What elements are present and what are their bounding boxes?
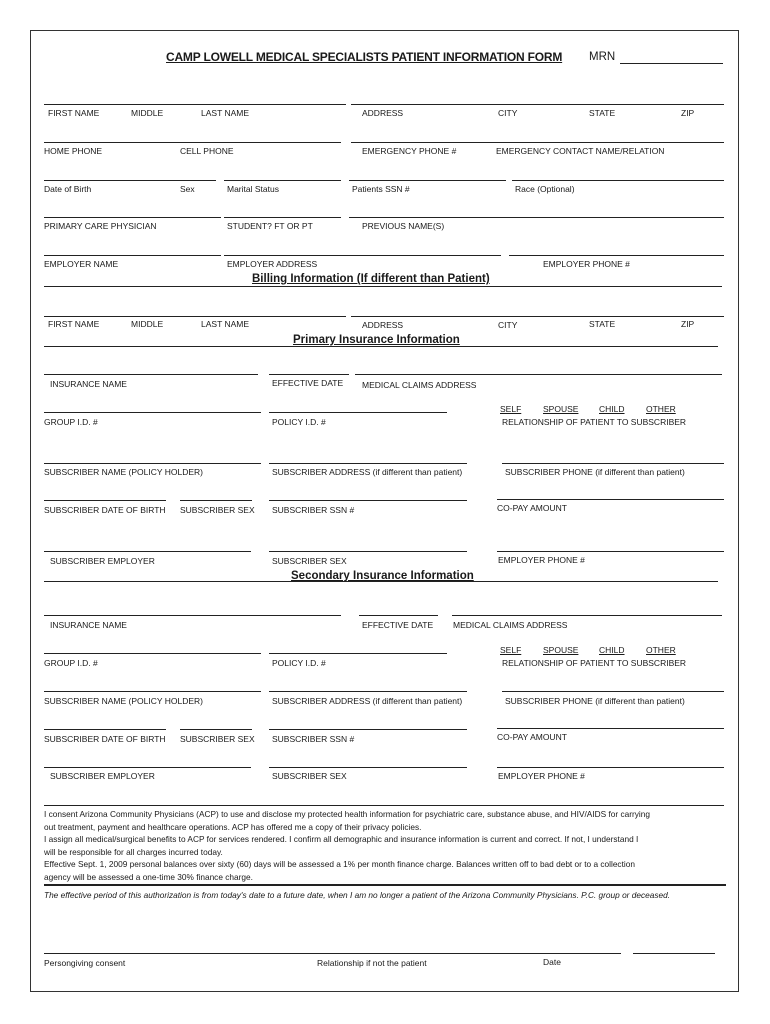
billing-last-name-label: LAST NAME (201, 319, 250, 329)
race-line[interactable] (512, 180, 724, 181)
last-name-label: LAST NAME (201, 108, 250, 118)
marital-line[interactable] (224, 180, 341, 181)
marital-label: Marital Status (227, 184, 279, 194)
consent-bottom-rule (44, 884, 726, 886)
p-subscriber-sex2-label: SUBSCRIBER SEX (272, 556, 347, 566)
p-subscriber-name-label: SUBSCRIBER NAME (POLICY HOLDER) (44, 467, 204, 477)
employer-phone-line[interactable] (509, 255, 724, 256)
patient-name-line[interactable] (44, 104, 346, 105)
previous-names-label: PREVIOUS NAME(S) (362, 221, 445, 231)
p-self-option[interactable]: SELF (500, 404, 522, 414)
p-copay-label: CO-PAY AMOUNT (497, 503, 567, 513)
home-phone-label: HOME PHONE (44, 146, 103, 156)
s-subscriber-employer-line[interactable] (44, 767, 251, 768)
p-subscriber-phone-label: SUBSCRIBER PHONE (if different than patient) (505, 467, 685, 477)
s-subscriber-name-line[interactable] (44, 691, 261, 692)
s-subscriber-sex-label: SUBSCRIBER SEX (180, 734, 255, 744)
address-label: ADDRESS (362, 108, 404, 118)
s-self-option[interactable]: SELF (500, 645, 522, 655)
consent-text (44, 808, 726, 884)
p-subscriber-dob-label: SUBSCRIBER DATE OF BIRTH (44, 505, 166, 515)
s-copay-line[interactable] (497, 728, 724, 729)
s-subscriber-name-label: SUBSCRIBER NAME (POLICY HOLDER) (44, 696, 204, 706)
s-subscriber-phone-label: SUBSCRIBER PHONE (if different than patient) (505, 696, 685, 706)
p-other-option[interactable]: OTHER (646, 404, 676, 414)
s-effective-date-line[interactable] (359, 615, 438, 616)
student-label: STUDENT? FT OR PT (227, 221, 313, 231)
p-subscriber-address-label: SUBSCRIBER ADDRESS (if different than patient) (272, 467, 463, 477)
mrn-label: MRN (589, 51, 616, 63)
employer-phone-label: EMPLOYER PHONE # (543, 259, 630, 269)
previous-names-line[interactable] (349, 217, 724, 218)
billing-zip-label: ZIP (681, 319, 695, 329)
pcp-label: PRIMARY CARE PHYSICIAN (44, 221, 157, 231)
s-employer-phone-line[interactable] (497, 767, 724, 768)
s-subscriber-address-line[interactable] (269, 691, 467, 692)
p-subscriber-employer-line[interactable] (44, 551, 251, 552)
s-subscriber-sex-line[interactable] (180, 729, 252, 730)
p-relationship-label: RELATIONSHIP OF PATIENT TO SUBSCRIBER (502, 417, 687, 427)
authorization-note: The effective period of this authorization is from today's date to a future date, when I am no longer a patient of the Arizona Community Physicians. P.C. group or deceased. (44, 890, 671, 900)
consent-line: I assign all medical/surgical benefits to ACP for services rendered. I confirm all demographic and insurance information is current and correct. If not, I understand I (44, 834, 639, 845)
s-subscriber-phone-line[interactable] (502, 691, 724, 692)
p-insurance-name-label: INSURANCE NAME (50, 379, 127, 389)
primary-heading-rule (44, 346, 718, 347)
employer-address-label: EMPLOYER ADDRESS (227, 259, 318, 269)
student-line[interactable] (224, 217, 341, 218)
p-subscriber-ssn-line[interactable] (269, 500, 467, 501)
s-relationship-label: RELATIONSHIP OF PATIENT TO SUBSCRIBER (502, 658, 687, 668)
consent-line: agency will be assessed a one-time 30% finance charge. (44, 871, 253, 882)
cell-phone-label: CELL PHONE (180, 146, 234, 156)
p-employer-phone-label: EMPLOYER PHONE # (498, 555, 585, 565)
s-child-option[interactable]: CHILD (599, 645, 625, 655)
s-spouse-option[interactable]: SPOUSE (543, 645, 579, 655)
p-policy-id-line[interactable] (269, 412, 447, 413)
s-subscriber-dob-label: SUBSCRIBER DATE OF BIRTH (44, 734, 166, 744)
ssn-line[interactable] (349, 180, 506, 181)
s-subscriber-ssn-line[interactable] (269, 729, 467, 730)
p-policy-id-label: POLICY I.D. # (272, 417, 326, 427)
s-subscriber-sex2-label: SUBSCRIBER SEX (272, 771, 347, 781)
p-effective-date-label: EFFECTIVE DATE (272, 378, 344, 388)
s-policy-id-line[interactable] (269, 653, 447, 654)
s-claims-address-label: MEDICAL CLAIMS ADDRESS (453, 620, 568, 630)
billing-heading: Billing Information (If different than Patient) (252, 273, 490, 285)
p-employer-phone-line[interactable] (497, 551, 724, 552)
billing-state-label: STATE (589, 319, 616, 329)
pcp-line[interactable] (44, 217, 221, 218)
billing-first-name-label: FIRST NAME (48, 319, 100, 329)
p-effective-date-line[interactable] (269, 374, 349, 375)
zip-label: ZIP (681, 108, 695, 118)
s-subscriber-ssn-label: SUBSCRIBER SSN # (272, 734, 355, 744)
employer-name-line[interactable] (44, 255, 221, 256)
consent-line: out treatment, payment and healthcare operations. ACP has offered me a copy of their privacy policies. (44, 821, 422, 832)
race-label: Race (Optional) (515, 184, 575, 194)
p-subscriber-dob-line[interactable] (44, 500, 166, 501)
s-other-option[interactable]: OTHER (646, 645, 676, 655)
state-label: STATE (589, 108, 616, 118)
home-phone-line[interactable] (44, 142, 341, 143)
consent-line: I consent Arizona Community Physicians (ACP) to use and disclose my protected health information for psychiatric care, substance abuse, and HIV/AIDS for carrying (44, 809, 650, 819)
emergency-contact-label: EMERGENCY CONTACT NAME/RELATION (496, 146, 665, 156)
city-label: CITY (498, 108, 518, 118)
emergency-phone-label: EMERGENCY PHONE # (362, 146, 457, 156)
p-subscriber-name-line[interactable] (44, 463, 261, 464)
sex-label: Sex (180, 184, 195, 194)
emergency-line[interactable] (351, 142, 724, 143)
consent-line: Effective Sept. 1, 2009 personal balances over sixty (60) days will be assessed a 1% per month finance charge. Balances written off to bad debt or to a collection (44, 859, 635, 870)
s-employer-phone-label: EMPLOYER PHONE # (498, 771, 585, 781)
relationship-label: Relationship if not the patient (317, 958, 427, 968)
form-title: CAMP LOWELL MEDICAL SPECIALISTS PATIENT INFORMATION FORM (166, 50, 563, 64)
dob-label: Date of Birth (44, 184, 92, 194)
billing-address-line[interactable] (351, 316, 724, 317)
person-consent-label: Persongiving consent (44, 958, 126, 968)
s-subscriber-dob-line[interactable] (44, 729, 166, 730)
p-subscriber-sex-label: SUBSCRIBER SEX (180, 505, 255, 515)
patient-address-line[interactable] (351, 104, 724, 105)
p-claims-address-line[interactable] (355, 374, 722, 375)
s-group-id-line[interactable] (44, 653, 261, 654)
consent-top-rule (44, 805, 724, 806)
s-policy-id-label: POLICY I.D. # (272, 658, 326, 668)
billing-middle-label: MIDDLE (131, 319, 164, 329)
dob-line[interactable] (44, 180, 216, 181)
p-subscriber-employer-label: SUBSCRIBER EMPLOYER (50, 556, 155, 566)
s-insurance-name-line[interactable] (44, 615, 341, 616)
p-child-option[interactable]: CHILD (599, 404, 625, 414)
p-group-id-label: GROUP I.D. # (44, 417, 98, 427)
s-subscriber-employer-label: SUBSCRIBER EMPLOYER (50, 771, 155, 781)
primary-heading: Primary Insurance Information (293, 334, 460, 346)
s-subscriber-sex2-line[interactable] (269, 767, 467, 768)
billing-address-label: ADDRESS (362, 320, 404, 330)
p-subscriber-phone-line[interactable] (502, 463, 724, 464)
p-subscriber-sex-line[interactable] (180, 500, 252, 501)
employer-name-label: EMPLOYER NAME (44, 259, 119, 269)
billing-name-line[interactable] (44, 316, 346, 317)
p-claims-address-label: MEDICAL CLAIMS ADDRESS (362, 380, 477, 390)
first-name-label: FIRST NAME (48, 108, 100, 118)
ssn-label: Patients SSN # (352, 184, 410, 194)
p-subscriber-address-line[interactable] (269, 463, 467, 464)
p-subscriber-sex2-line[interactable] (269, 551, 467, 552)
p-spouse-option[interactable]: SPOUSE (543, 404, 579, 414)
secondary-heading: Secondary Insurance Information (291, 570, 474, 582)
p-group-id-line[interactable] (44, 412, 261, 413)
date-line[interactable] (633, 953, 715, 954)
signature-line[interactable] (44, 953, 621, 954)
s-effective-date-label: EFFECTIVE DATE (362, 620, 434, 630)
date-label: Date (543, 957, 561, 967)
secondary-heading-rule (44, 581, 718, 582)
mrn-field[interactable] (620, 63, 723, 64)
p-copay-line[interactable] (497, 499, 724, 500)
s-group-id-label: GROUP I.D. # (44, 658, 98, 668)
p-subscriber-ssn-label: SUBSCRIBER SSN # (272, 505, 355, 515)
s-claims-address-line[interactable] (452, 615, 722, 616)
billing-heading-rule (44, 286, 722, 287)
p-insurance-name-line[interactable] (44, 374, 258, 375)
billing-city-label: CITY (498, 320, 518, 330)
s-subscriber-address-label: SUBSCRIBER ADDRESS (if different than patient) (272, 696, 463, 706)
s-copay-label: CO-PAY AMOUNT (497, 732, 567, 742)
middle-label: MIDDLE (131, 108, 164, 118)
s-insurance-name-label: INSURANCE NAME (50, 620, 127, 630)
employer-address-line[interactable] (224, 255, 501, 256)
consent-line: will be responsible for all charges incurred today. (44, 846, 223, 857)
